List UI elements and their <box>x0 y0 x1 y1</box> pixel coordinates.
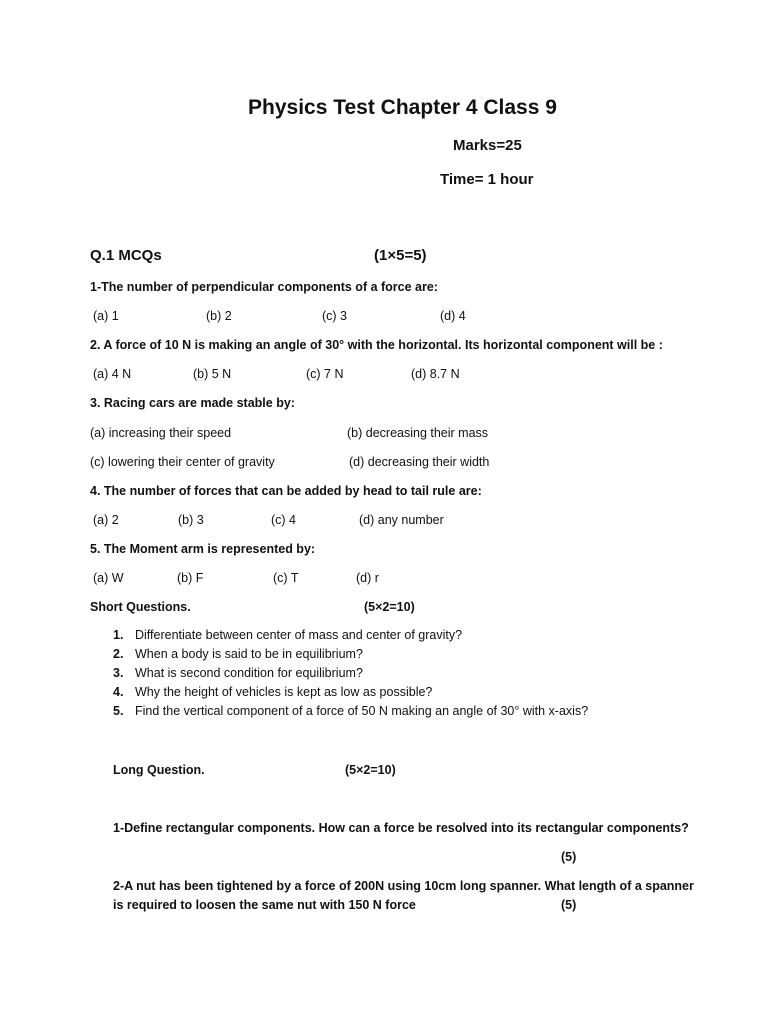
page-title: Physics Test Chapter 4 Class 9 <box>248 96 557 119</box>
time-label: Time= 1 hour <box>440 171 534 188</box>
mcq-2-option-a: (a) 4 N <box>93 367 132 381</box>
mcq-score: (1×5=5) <box>374 247 427 264</box>
mcq-5-option-a: (a) W <box>93 571 124 585</box>
mcq-1-option-a: (a) 1 <box>93 309 119 323</box>
short-question-text: When a body is said to be in equilibrium? <box>135 647 363 661</box>
mcq-2-option-c: (c) 7 N <box>306 367 344 381</box>
mcq-5-option-b: (b) F <box>177 571 204 585</box>
mcq-question-4: 4. The number of forces that can be added by head to tail rule are: <box>90 484 482 498</box>
long-question-1: 1-Define rectangular components. How can a force be resolved into its rectangular components? <box>113 821 689 835</box>
mcq-1-option-b: (b) 2 <box>206 309 232 323</box>
long-question-2-line-1: 2-A nut has been tightened by a force of 200N using 10cm long spanner. What length of a spanner <box>113 879 694 893</box>
short-question-number: 2. <box>113 647 124 661</box>
mcq-3-option-d: (d) decreasing their width <box>349 455 490 469</box>
short-question-number: 3. <box>113 666 124 680</box>
mcq-4-option-d: (d) any number <box>359 513 444 527</box>
long-question-heading: Long Question. <box>113 763 205 777</box>
mcq-4-option-a: (a) 2 <box>93 513 119 527</box>
mcq-heading: Q.1 MCQs <box>90 247 162 264</box>
short-questions-heading: Short Questions. <box>90 600 191 614</box>
mcq-question-5: 5. The Moment arm is represented by: <box>90 542 316 556</box>
mcq-3-option-b: (b) decreasing their mass <box>347 426 489 440</box>
mcq-question-3: 3. Racing cars are made stable by: <box>90 396 295 410</box>
short-questions-score: (5×2=10) <box>364 600 415 614</box>
short-question-text: Differentiate between center of mass and center of gravity? <box>135 628 463 642</box>
mcq-2-option-b: (b) 5 N <box>193 367 232 381</box>
long-question-2-marks: (5) <box>561 898 577 912</box>
marks-label: Marks=25 <box>453 137 522 154</box>
mcq-3-option-c: (c) lowering their center of gravity <box>90 455 275 469</box>
long-question-1-marks: (5) <box>561 850 577 864</box>
short-question-number: 4. <box>113 685 124 699</box>
mcq-5-option-c: (c) T <box>273 571 299 585</box>
short-question-text: What is second condition for equilibrium? <box>135 666 363 680</box>
mcq-question-2: 2. A force of 10 N is making an angle of 30° with the horizontal. Its horizontal component will be : <box>90 338 663 352</box>
mcq-question-1: 1-The number of perpendicular components of a force are: <box>90 280 438 294</box>
mcq-2-option-d: (d) 8.7 N <box>411 367 460 381</box>
mcq-3-option-a: (a) increasing their speed <box>90 426 232 440</box>
mcq-5-option-d: (d) r <box>356 571 379 585</box>
short-question-number: 1. <box>113 628 124 642</box>
mcq-4-option-b: (b) 3 <box>178 513 204 527</box>
short-question-text: Find the vertical component of a force of 50 N making an angle of 30° with x-axis? <box>135 704 589 718</box>
long-question-score: (5×2=10) <box>345 763 396 777</box>
mcq-4-option-c: (c) 4 <box>271 513 296 527</box>
mcq-1-option-d: (d) 4 <box>440 309 466 323</box>
short-question-text: Why the height of vehicles is kept as low as possible? <box>135 685 433 699</box>
long-question-2-line-2: is required to loosen the same nut with 150 N force <box>113 898 416 912</box>
mcq-1-option-c: (c) 3 <box>322 309 347 323</box>
short-question-number: 5. <box>113 704 124 718</box>
